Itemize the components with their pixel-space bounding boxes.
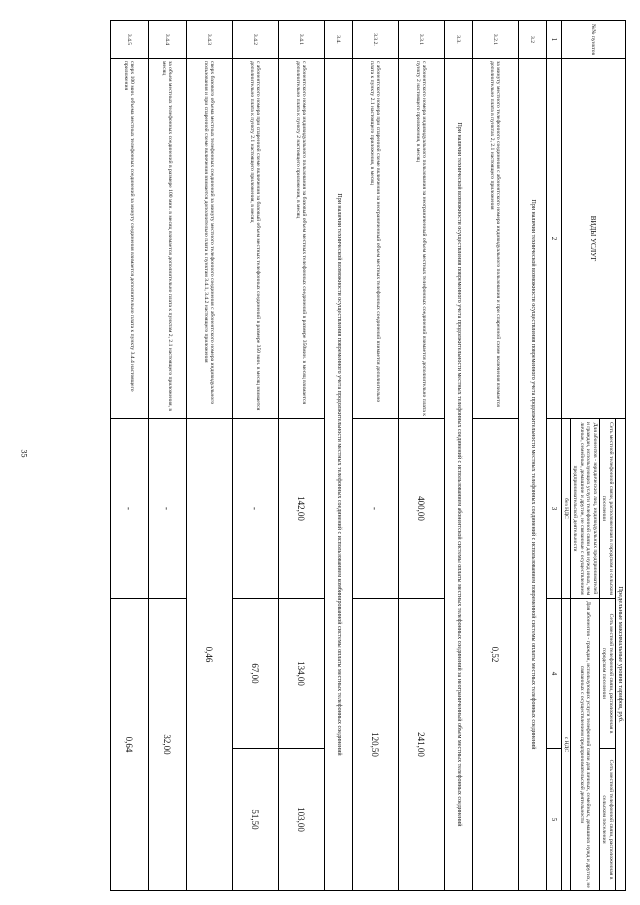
- column-number: 1: [546, 21, 561, 59]
- tariff-value-citizens: 32,00: [148, 599, 186, 891]
- header-subscribers-legal: Для абонентов - юридических лиц, индивидуальных предпринимателей и граждан, использующих услуги телефонной связи для нужд иных, чем личные, семейные, домашние и другие, не связанные с осуществлением предпринимательской деятельности: [571, 419, 600, 599]
- section-row: [444, 21, 472, 891]
- table-row: [352, 21, 398, 891]
- page-number: 35: [19, 449, 29, 458]
- section-description: При наличии технической возможности осуществления повременного учета продолжительности местных телефонных соединений с использованием абонентской системы оплаты местных телефонных соединений за неограниченный объем местных телефонных соединений: [444, 59, 472, 891]
- tariff-value-legal: -: [352, 419, 398, 599]
- row-number: 3.4.5: [110, 21, 148, 59]
- column-number: 5: [546, 749, 561, 891]
- service-description: за минуту местного телефонного соединения с абонентского номера индивидуального пользования и при спаренной схеме включения взимается дополнительно плата в пунктах 2, 2.1 настоящего приложения: [472, 59, 518, 419]
- header-row-group: [615, 21, 625, 891]
- tariff-value-rural: 103,00: [278, 749, 324, 891]
- table-row: [110, 21, 148, 891]
- tariff-value-urban: 134,00: [278, 599, 324, 749]
- row-number: 3.3.1: [398, 21, 444, 59]
- header-service-types: ВИДЫ УСЛУГ: [561, 59, 625, 419]
- tariff-value-citizens: 0,64: [110, 599, 148, 891]
- table-row: [232, 21, 278, 891]
- service-description: за объем местных телефонных соединений в размере 100 мин. в месяц взимается дополнительно плата к пунктам 2, 2.1 настоящего приложения, в месяц: [148, 59, 186, 419]
- row-number: 3.2: [518, 21, 546, 59]
- column-number: 2: [546, 59, 561, 419]
- service-description: сверх базового объема местных телефонных соединений за минуту местного телефонного соединения с абонентского номера индивидуального пользования и при спаренной схеме включения взимается дополнительно плата к пунктам 3.4.1, 3.4.2 настоящего приложения: [186, 59, 232, 419]
- tariff-value-citizens: 241,00: [398, 599, 444, 891]
- header-vat-excluded: без НДС: [561, 419, 570, 599]
- section-description: При наличии технической возможности осуществления повременного учета продолжительности местных телефонных соединений с использованием комбинированной системы оплаты местных телефонных соединений: [324, 59, 352, 891]
- tariff-table: [110, 20, 626, 891]
- tariff-value-legal: -: [110, 419, 148, 599]
- row-number: 3.3.: [444, 21, 472, 59]
- tariff-value-urban: 67,00: [232, 599, 278, 749]
- row-number: 3.4.2: [232, 21, 278, 59]
- table-row: [148, 21, 186, 891]
- tariff-value-rural: 51,50: [232, 749, 278, 891]
- header-network-rural: Сеть местной телефонной связи, расположенная в сельском поселении: [599, 749, 615, 891]
- header-subscribers-citizens: Для абонентов - граждан, использующих услуги телефонной связи для личных, семейных, домашних нужд и других, не связанных с осуществлением предпринимательской деятельности: [571, 599, 600, 891]
- row-number: 3.4.3: [186, 21, 232, 59]
- header-network-urban-rural: Сеть местной телефонной связи, расположенная в городском и сельском поселении: [599, 419, 615, 599]
- header-tariff-group: Предельные максимальные уровни тарифов, руб.: [615, 419, 625, 891]
- row-number: 3.4.: [324, 21, 352, 59]
- service-description: с абонентского номера при спаренной схеме включения за базовый объем местных телефонных соединений в размере 350 мин. в месяц взимается дополнительно плата к пункту 2.1 настоящего приложения, в месяц: [232, 59, 278, 419]
- column-number: 4: [546, 599, 561, 749]
- service-description: с абонентского номера при спаренной схеме включения за неограниченный объем местных телефонных соединений взимается дополнительно плата к пункту 2.1 настоящего приложения, в месяц: [352, 59, 398, 419]
- section-row: [324, 21, 352, 891]
- tariff-value-legal: -: [232, 419, 278, 599]
- tariff-value-merged: 0,46: [186, 419, 232, 891]
- tariff-value-legal: 142,00: [278, 419, 324, 599]
- column-number-row: [546, 21, 561, 891]
- section-row: [518, 21, 546, 891]
- table-row: [278, 21, 324, 891]
- rotated-table-page: [30, 20, 626, 890]
- header-vat-included: с НДС: [561, 599, 570, 891]
- section-description: При наличии технической возможности осуществления повременного учета продолжительности местных телефонных соединений с использованием повременной системы оплаты местных телефонных соединений: [518, 59, 546, 891]
- tariff-value-legal: -: [148, 419, 186, 599]
- table-row: [186, 21, 232, 891]
- header-network-urban: Сеть местной телефонной связи, расположенная в городском поселении: [599, 599, 615, 749]
- column-number: 3: [546, 419, 561, 599]
- tariff-value-citizens: 120,50: [352, 599, 398, 891]
- row-number: 3.4.4: [148, 21, 186, 59]
- service-description: сверх 100 мин. объема местных телефонных соединений за минуту соединения взимается дополнительно плата к пункту 3.4.4 настоящего приложения: [110, 59, 148, 419]
- tariff-value-merged: 0,52: [472, 419, 518, 891]
- table-row: [398, 21, 444, 891]
- service-description: с абонентского номера индивидуального пользования за базовый объем местных телефонных соединений в размере 350мин. в месяц взимается дополнительно плата к пункту 2 настоящего приложения, в месяц: [278, 59, 324, 419]
- row-number: 3.3.2.: [352, 21, 398, 59]
- row-number: 3.2.1: [472, 21, 518, 59]
- table-row: [472, 21, 518, 891]
- tariff-value-legal: 400,00: [398, 419, 444, 599]
- row-number: 3.4.1: [278, 21, 324, 59]
- header-item-number: №№ пунктов: [561, 21, 625, 59]
- service-description: с абонентского номера индивидуального пользования за неограниченный объем местных телефонных соединений взимается дополнительно плата к пункту 2 настоящего приложения, в месяц: [398, 59, 444, 419]
